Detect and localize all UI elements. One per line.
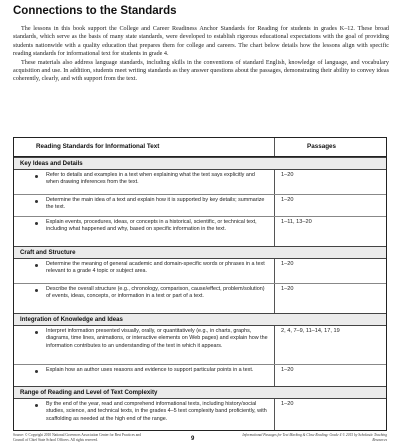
- table-header: [14, 138, 386, 157]
- table-row: [14, 170, 386, 194]
- intro-paragraph: The lessons in this book support the College and Career Readiness Anchor Standards for Reading for students in grades K–12. These broad standards, which serve as the basis of many state standards, were developed to establish rigorous educational expectations with the goal of providing students nationwide with a quality education that prepares them for college and careers. The chart below details how the lessons align with specific reading standards for informational text for students in grade 4.: [13, 26, 389, 58]
- bullet-icon: [35, 404, 38, 407]
- section-header: [14, 313, 386, 326]
- standard-text: Interpret information presented visually, orally, or quantitatively (e.g., in charts, graphs, diagrams, time lines, animations, or interactive elements on Web pages) and explain how the information contributes to an understanding of the text in which it appears.: [46, 328, 268, 349]
- footer-credit: Informational Passages for Text Marking & Close Reading: Grade 4 © 2015 by Scholastic Teaching Resources: [242, 433, 387, 442]
- table-row: [14, 194, 386, 216]
- section-header: [14, 157, 386, 170]
- standard-text: Explain how an author uses reasons and evidence to support particular points in a text.: [46, 367, 254, 373]
- standard-text: Determine the meaning of general academic and domain-specific words or phrases in a text relevant to a grade 4 topic or subject area.: [46, 261, 265, 275]
- table-row: [14, 326, 386, 364]
- section-label: Key Ideas and Details: [20, 160, 83, 167]
- section-label: Integration of Knowledge and Ideas: [20, 316, 123, 323]
- table-row: [14, 259, 386, 283]
- section-label: Range of Reading and Level of Text Complexity: [20, 389, 158, 396]
- bullet-icon: [35, 331, 38, 334]
- passages-cell: 1–20: [281, 197, 294, 203]
- bullet-icon: [35, 200, 38, 203]
- passages-cell: 1–20: [281, 172, 294, 178]
- source-note: Source: © Copyright 2010 National Governors Association Center for Best Practices and Council of Chief State School Officers. All rights reserved.: [13, 433, 141, 442]
- bullet-icon: [35, 175, 38, 178]
- standard-text: By the end of the year, read and comprehend informational texts, including history/social studies, science, and technical texts, in the grades 4–5 text complexity band proficiently, with scaffolding as needed at the high end of the range.: [46, 401, 267, 422]
- passages-cell: 2, 4, 7–9, 11–14, 17, 19: [281, 328, 340, 334]
- section-header: [14, 246, 386, 259]
- table-row: [14, 399, 386, 430]
- passages-cell: 1–20: [281, 367, 294, 373]
- bullet-icon: [35, 370, 38, 373]
- bullet-icon: [35, 289, 38, 292]
- table-row: [14, 283, 386, 313]
- standard-text: Refer to details and examples in a text when explaining what the text says explicitly and when drawing inferences from the text.: [46, 172, 255, 186]
- table-row: [14, 364, 386, 386]
- bullet-icon: [35, 264, 38, 267]
- section-header: [14, 386, 386, 399]
- intro-text: [13, 25, 389, 84]
- passages-column-header: Passages: [307, 143, 337, 150]
- standards-table: [13, 137, 387, 431]
- standard-text: Explain events, procedures, ideas, or concepts in a historical, scientific, or technical text, including what happened and why, based on specific information in the text.: [46, 219, 257, 233]
- table-row: [14, 216, 386, 246]
- page-title: Connections to the Standards: [13, 5, 177, 17]
- passages-cell: 1–20: [281, 286, 294, 292]
- intro-paragraph: These materials also address language standards, including skills in the conventions of standard English, knowledge of language, and vocabulary acquisition and use. In addition, students meet writing standards as they answer questions about the passages, demonstrating their ability to convey ideas coherently, clearly, and with support from the text.: [13, 59, 389, 83]
- passages-cell: 1–20: [281, 261, 294, 267]
- bullet-icon: [35, 222, 38, 225]
- page-number: 9: [191, 436, 195, 442]
- passages-cell: 1–20: [281, 401, 294, 407]
- standard-text: Describe the overall structure (e.g., chronology, comparison, cause/effect, problem/solution) of events, ideas, concepts, or information in a text or part of a text.: [46, 286, 265, 300]
- standard-text: Determine the main idea of a text and explain how it is supported by key details; summarize the text.: [46, 197, 265, 211]
- section-label: Craft and Structure: [20, 249, 76, 256]
- passages-cell: 1–11, 13–20: [281, 219, 312, 225]
- standards-column-header: Reading Standards for Informational Text: [36, 143, 160, 150]
